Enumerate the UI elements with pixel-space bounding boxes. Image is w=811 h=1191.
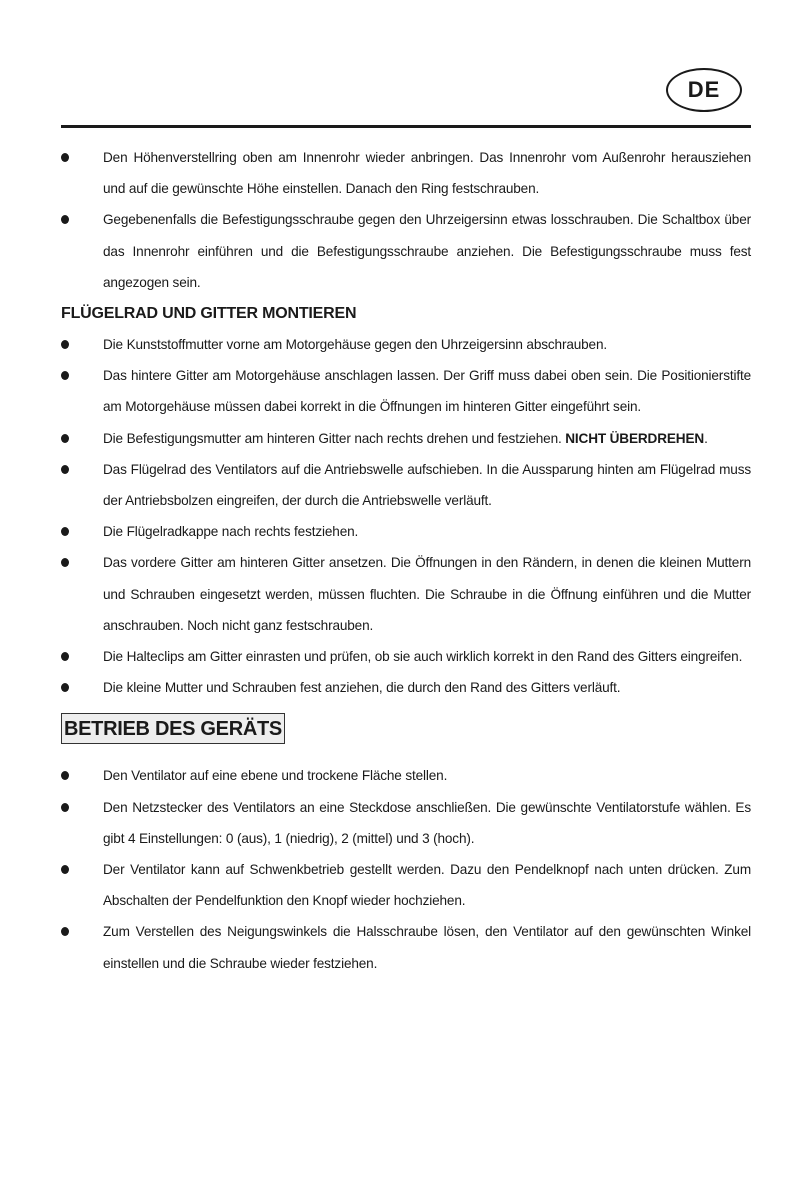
bullet-icon: [61, 465, 69, 474]
list-item-text: Zum Verstellen des Neigungswinkels die Halsschraube lösen, den Ventilator auf den gewünschten Winkel einstellen und die Schraube wieder festziehen.: [103, 924, 751, 971]
list-item-text: Die Kunststoffmutter vorne am Motorgehäuse gegen den Uhrzeigersinn abschrauben.: [103, 337, 608, 353]
list-item-text: Die Befestigungsmutter am hinteren Gitter nach rechts drehen und festziehen.: [103, 430, 566, 446]
bullet-icon: [61, 771, 69, 780]
list-item-text: Der Ventilator kann auf Schwenkbetrieb gestellt werden. Dazu den Pendelknopf nach unten drücken. Zum Abschalten der Pendelfunktion den Knopf wieder hochziehen.: [103, 862, 751, 909]
page-content: [61, 142, 751, 979]
list-item: [61, 516, 751, 547]
list-item-text-end: .: [704, 430, 708, 446]
list-item: [61, 792, 751, 854]
list-item: [61, 916, 751, 978]
bullet-icon: [61, 371, 69, 380]
language-badge: DE: [666, 68, 742, 112]
bullet-icon: [61, 865, 69, 874]
bullet-icon: [61, 558, 69, 567]
intro-list: [61, 142, 751, 298]
assembly-list: [61, 329, 751, 703]
list-item: [61, 423, 751, 454]
list-item-text: Den Höhenverstellring oben am Innenrohr wieder anbringen. Das Innenrohr vom Außenrohr herausziehen und auf die gewünschte Höhe einstellen. Danach den Ring festschrauben.: [103, 150, 751, 197]
list-item: [61, 454, 751, 516]
list-item-text: Den Ventilator auf eine ebene und trockene Fläche stellen.: [103, 768, 448, 784]
list-item-text: Den Netzstecker des Ventilators an eine Steckdose anschließen. Die gewünschte Ventilatorstufe wählen. Es gibt 4 Einstellungen: 0 (aus), 1 (niedrig), 2 (mittel) und 3 (hoch).: [103, 799, 751, 846]
list-item-text: Das hintere Gitter am Motorgehäuse anschlagen lassen. Der Griff muss dabei oben sein. Die Positionierstifte am Motorgehäuse müssen dabei korrekt in die Öffnungen im hinteren Gitter eingeführt sein.: [103, 368, 751, 415]
list-item-text: Das Flügelrad des Ventilators auf die Antriebswelle aufschieben. In die Aussparung hinten am Flügelrad muss der Antriebsbolzen eingreifen, der durch die Antriebswelle verläuft.: [103, 461, 751, 509]
list-item: [61, 760, 751, 791]
section-heading-operation: BETRIEB DES GERÄTS: [61, 713, 285, 744]
list-item: [61, 142, 751, 204]
operation-list: [61, 760, 751, 978]
bullet-icon: [61, 434, 69, 443]
section-heading-assembly: FLÜGELRAD UND GITTER MONTIEREN: [61, 305, 357, 323]
bullet-icon: [61, 153, 69, 162]
list-item: [61, 360, 751, 422]
bullet-icon: [61, 340, 69, 349]
list-item-text: Gegebenenfalls die Befestigungsschraube gegen den Uhrzeigersinn etwas losschrauben. Die Schaltbox über das Innenrohr einführen und die Befestigungsschraube anziehen. Die Befestigungsschraube muss fest angezogen sein.: [103, 212, 751, 290]
bullet-icon: [61, 527, 69, 536]
list-item-text: Die Flügelradkappe nach rechts festziehen.: [103, 524, 359, 540]
bullet-icon: [61, 803, 69, 812]
list-item: [61, 854, 751, 916]
list-item: [61, 329, 751, 360]
list-item: [61, 672, 751, 703]
bullet-icon: [61, 683, 69, 692]
bullet-icon: [61, 652, 69, 661]
bullet-icon: [61, 215, 69, 224]
warning-text: NICHT ÜBERDREHEN: [565, 430, 705, 446]
list-item-text: Die Halteclips am Gitter einrasten und prüfen, ob sie auch wirklich korrekt in den Rand des Gitters eingreifen.: [103, 649, 743, 665]
list-item-text: Die kleine Mutter und Schrauben fest anziehen, die durch den Rand des Gitters verläuft.: [103, 680, 621, 696]
bullet-icon: [61, 927, 69, 936]
list-item: [61, 204, 751, 298]
list-item: [61, 641, 751, 672]
header-divider: [61, 125, 751, 128]
list-item-text: Das vordere Gitter am hinteren Gitter ansetzen. Die Öffnungen in den Rändern, in denen die kleinen Muttern und Schrauben eingesetzt werden, müssen fluchten. Die Schraube in die Öffnung einführen und die Mutter anschrauben. Noch nicht ganz festschrauben.: [103, 555, 751, 633]
list-item: [61, 547, 751, 641]
